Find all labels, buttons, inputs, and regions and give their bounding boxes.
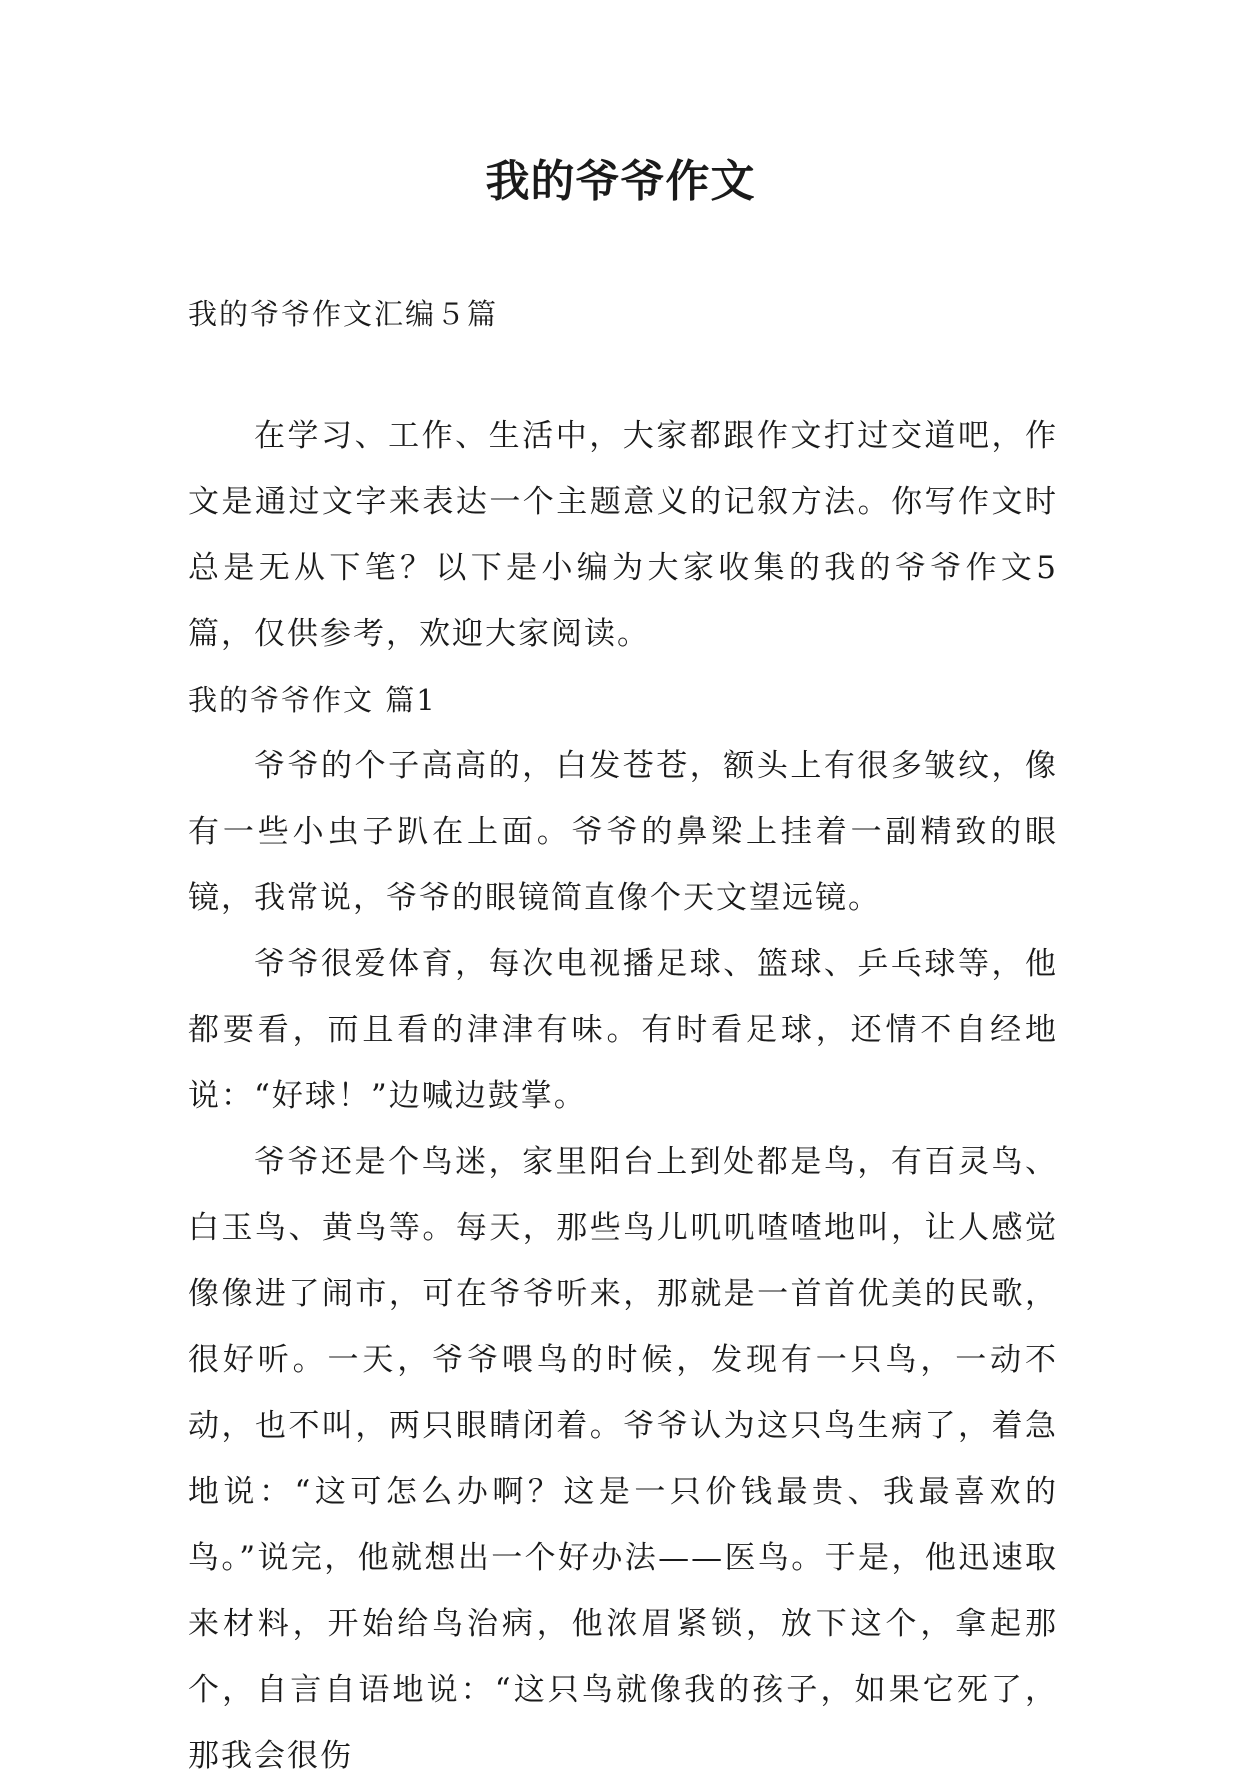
intro-paragraph: 在学习、工作、生活中，大家都跟作文打过交道吧，作文是通过文字来表达一个主题意义的记叙方法。你写作文时总是无从下笔？以下是小编为大家收集的我的爷爷作文5篇，仅供参考，欢迎大家阅读。 <box>188 418 1058 652</box>
section-heading: 我的爷爷作文 篇1 <box>188 683 437 717</box>
body-paragraph: 爷爷很爱体育，每次电视播足球、篮球、乒乓球等，他都要看，而且看的津津有味。有时看足球，还情不自经地说：“好球！”边喊边鼓掌。 <box>188 946 1058 1114</box>
document-body <box>188 403 1058 1789</box>
body-paragraph: 爷爷的个子高高的，白发苍苍，额头上有很多皱纹，像有一些小虫子趴在上面。爷爷的鼻梁上挂着一副精致的眼镜，我常说，爷爷的眼镜简直像个天文望远镜。 <box>188 748 1058 916</box>
document-title: 我的爷爷作文 <box>485 156 756 207</box>
document-subtitle: 我的爷爷作文汇编５篇 <box>188 297 499 331</box>
body-paragraph: 爷爷还是个鸟迷，家里阳台上到处都是鸟，有百灵鸟、白玉鸟、黄鸟等。每天，那些鸟儿叽叽喳喳地叫，让人感觉像像进了闹市，可在爷爷听来，那就是一首首优美的民歌，很好听。一天，爷爷喂鸟的时候，发现有一只鸟，一动不动，也不叫，两只眼睛闭着。爷爷认为这只鸟生病了，着急地说：“这可怎么办啊？这是一只价钱最贵、我最喜欢的鸟。”说完，他就想出一个好办法——医鸟。于是，他迅速取来材料，开始给鸟治病，他浓眉紧锁，放下这个，拿起那个，自言自语地说：“这只鸟就像我的孩子，如果它死了，那我会很伤 <box>188 1144 1058 1774</box>
